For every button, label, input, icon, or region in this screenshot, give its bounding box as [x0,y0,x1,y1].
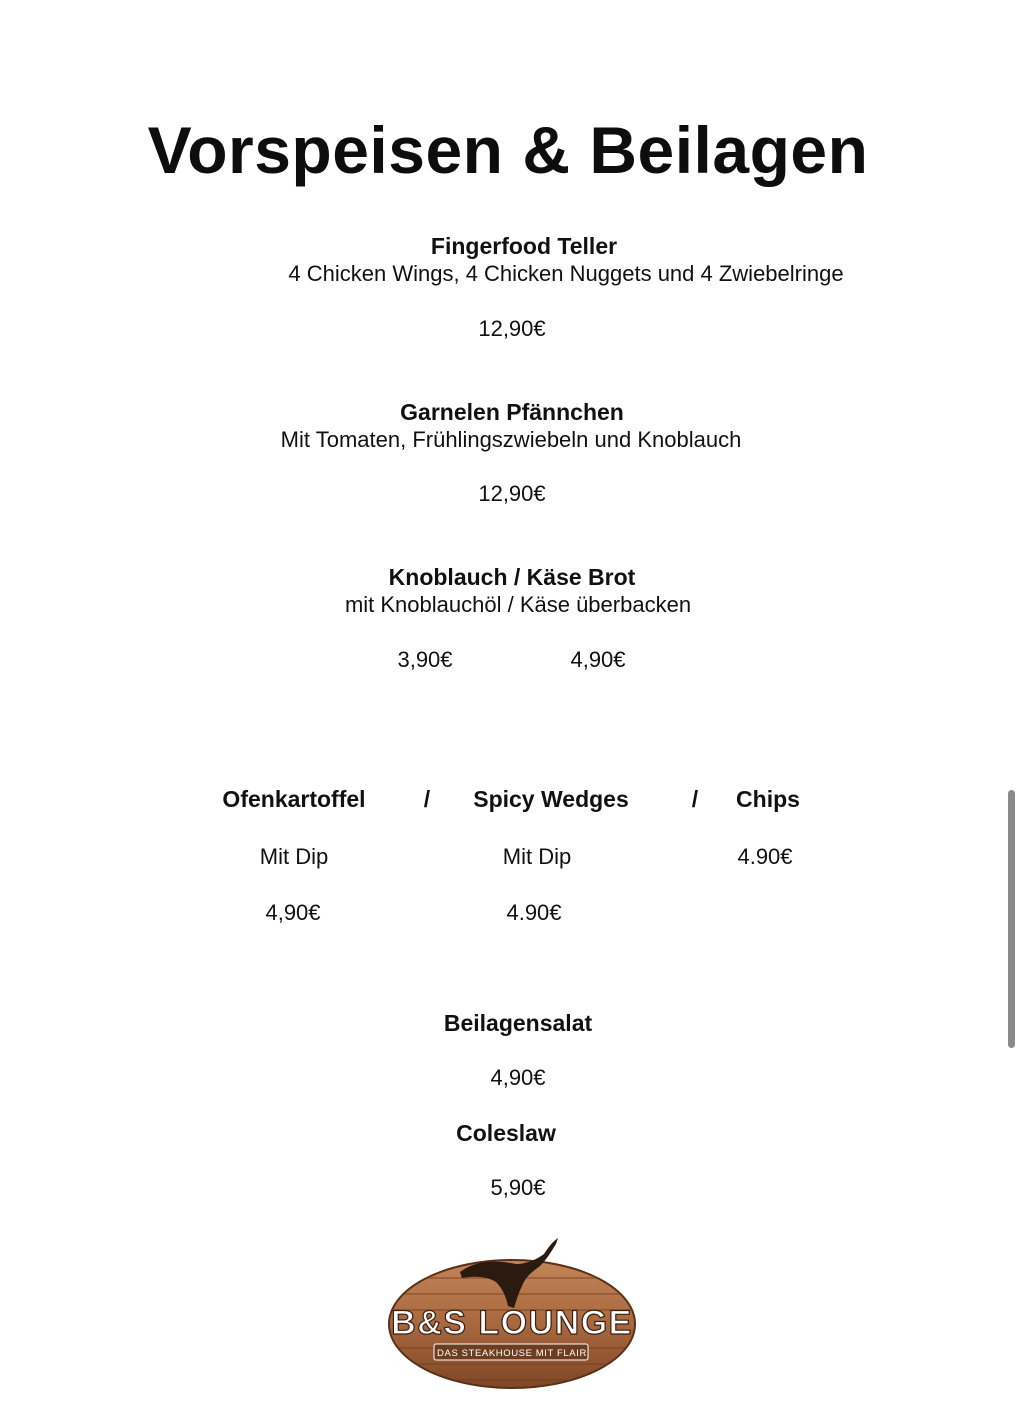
item-price-fingerfood: 12,90€ [478,316,546,341]
item-price-coleslaw: 5,90€ [490,1175,546,1200]
logo-main-text: B&S LOUNGE [391,1304,633,1342]
item-name-coleslaw: Coleslaw [456,1120,556,1146]
scrollbar-thumb[interactable] [1008,790,1015,1048]
item-description-fingerfood: 4 Chicken Wings, 4 Chicken Nuggets und 4 Zwiebelringe [288,261,844,286]
item-description-garnelen: Mit Tomaten, Frühlingszwiebeln und Knoblauch [280,427,742,452]
side-description-wedges: Mit Dip [502,844,572,869]
item-description-brot: mit Knoblauchöl / Käse überbacken [344,592,692,617]
item-name-garnelen: Garnelen Pfännchen [400,399,624,425]
side-name-chips: Chips [736,786,800,812]
side-description-ofenkartoffel: Mit Dip [259,844,329,869]
item-price-beilagensalat: 4,90€ [490,1065,546,1090]
item-price-kaese-brot: 4,90€ [570,647,626,672]
side-name-wedges: Spicy Wedges [473,786,629,812]
side-price-chips: 4.90€ [737,844,793,869]
item-price-garnelen: 12,90€ [478,481,546,506]
restaurant-logo [386,1230,638,1392]
item-name-fingerfood: Fingerfood Teller [430,233,618,259]
item-name-beilagensalat: Beilagensalat [443,1010,593,1036]
page-title: Vorspeisen & Beilagen [147,113,869,187]
logo-sub-text: DAS STEAKHOUSE MIT FLAIR [437,1348,587,1359]
side-price-ofenkartoffel: 4,90€ [265,900,321,925]
side-separator-2: / [691,786,699,812]
side-price-wedges: 4.90€ [506,900,562,925]
side-name-ofenkartoffel: Ofenkartoffel [222,786,366,812]
item-price-knoblauch-brot: 3,90€ [397,647,453,672]
side-separator-1: / [423,786,431,812]
item-name-brot: Knoblauch / Käse Brot [388,564,636,590]
